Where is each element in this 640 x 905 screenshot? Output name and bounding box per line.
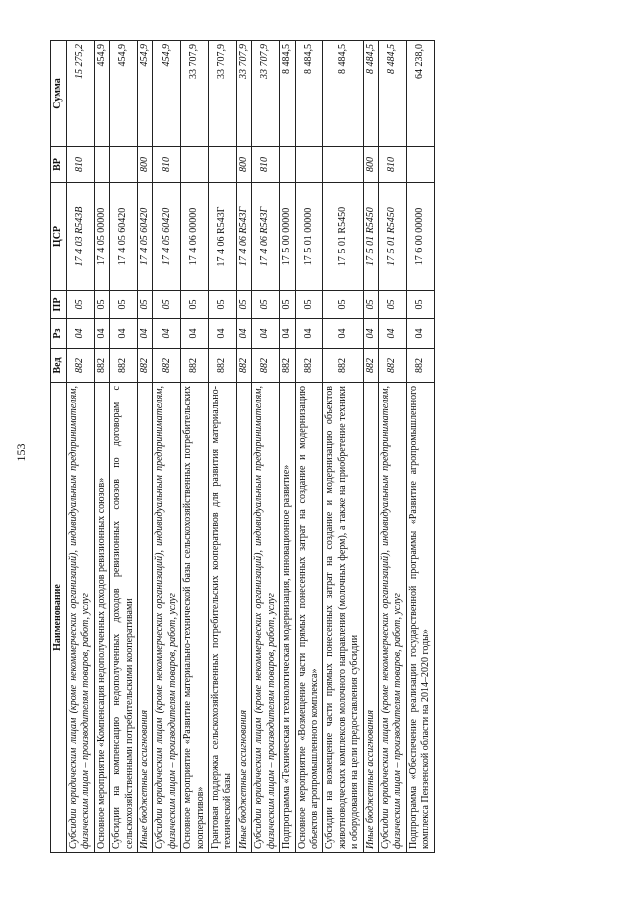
cell-pr: 05 (295, 291, 323, 319)
cell-name: Иные бюджетные ассигнования (363, 383, 378, 853)
cell-name: Основное мероприятие «Компенсация недополученных доходов ревизионных союзов» (94, 383, 109, 853)
cell-sum: 454,9 (153, 41, 181, 147)
cell-ved: 882 (323, 349, 363, 383)
cell-rz: 04 (252, 319, 280, 349)
cell-ved: 882 (67, 349, 95, 383)
cell-name: Иные бюджетные ассигнования (236, 383, 251, 853)
cell-csr: 17 5 01 R5450 (378, 183, 406, 291)
cell-vr (94, 147, 109, 183)
cell-ved: 882 (209, 349, 237, 383)
table-row (209, 41, 237, 853)
cell-sum: 8 484,5 (295, 41, 323, 147)
header-pr: ПР (51, 291, 67, 319)
table-row (181, 41, 209, 853)
cell-csr: 17 4 03 R543В (67, 183, 95, 291)
cell-csr: 17 4 05 00000 (94, 183, 109, 291)
table-row (363, 41, 378, 853)
cell-csr: 17 4 06 R543Г (252, 183, 280, 291)
cell-rz: 04 (236, 319, 251, 349)
cell-vr (295, 147, 323, 183)
table-row (252, 41, 280, 853)
cell-sum: 8 484,5 (378, 41, 406, 147)
cell-rz: 04 (181, 319, 209, 349)
cell-csr: 17 5 01 R5450 (323, 183, 363, 291)
cell-pr: 05 (378, 291, 406, 319)
cell-name: Субсидии на компенсацию недополученных доходов ревизионных союзов по договорам с сельскохозяйственными потребительскими кооперативами (110, 383, 138, 853)
cell-sum: 454,9 (110, 41, 138, 147)
cell-rz: 04 (209, 319, 237, 349)
cell-rz: 04 (406, 319, 434, 349)
header-sum: Сумма (51, 41, 67, 147)
header-ved: Вед (51, 349, 67, 383)
cell-csr: 17 4 06 00000 (181, 183, 209, 291)
header-vr: ВР (51, 147, 67, 183)
cell-rz: 04 (94, 319, 109, 349)
cell-pr: 05 (138, 291, 153, 319)
cell-csr: 17 5 00 00000 (280, 183, 295, 291)
cell-csr: 17 4 05 60420 (153, 183, 181, 291)
cell-sum: 33 707,9 (236, 41, 251, 147)
cell-name: Субсидии юридическим лицам (кроме некоммерческих организаций), индивидуальным предпринимателям, физическим лицам – производителям товаров, работ, услуг (153, 383, 181, 853)
cell-sum: 64 238,0 (406, 41, 434, 147)
cell-ved: 882 (94, 349, 109, 383)
cell-ved: 882 (153, 349, 181, 383)
table-row (236, 41, 251, 853)
cell-vr (181, 147, 209, 183)
cell-pr: 05 (94, 291, 109, 319)
table-row (295, 41, 323, 853)
header-csr: ЦСР (51, 183, 67, 291)
cell-ved: 882 (138, 349, 153, 383)
cell-rz: 04 (280, 319, 295, 349)
cell-pr: 05 (181, 291, 209, 319)
cell-vr: 800 (138, 147, 153, 183)
cell-ved: 882 (280, 349, 295, 383)
cell-name: Иные бюджетные ассигнования (138, 383, 153, 853)
table-row (406, 41, 434, 853)
cell-ved: 882 (110, 349, 138, 383)
cell-ved: 882 (252, 349, 280, 383)
cell-csr: 17 5 01 00000 (295, 183, 323, 291)
cell-vr: 810 (252, 147, 280, 183)
cell-sum: 33 707,9 (181, 41, 209, 147)
cell-vr: 810 (153, 147, 181, 183)
budget-table (50, 40, 435, 853)
cell-pr: 05 (209, 291, 237, 319)
cell-pr: 05 (323, 291, 363, 319)
cell-vr: 810 (378, 147, 406, 183)
table-row (94, 41, 109, 853)
cell-ved: 882 (363, 349, 378, 383)
cell-sum: 454,9 (94, 41, 109, 147)
cell-csr: 17 4 05 60420 (138, 183, 153, 291)
cell-rz: 04 (110, 319, 138, 349)
cell-name: Субсидии юридическим лицам (кроме некоммерческих организаций), индивидуальным предпринимателям, физическим лицам – производителям товаров, работ, услуг (67, 383, 95, 853)
cell-csr: 17 4 06 R543Г (209, 183, 237, 291)
header-name: Наименование (51, 383, 67, 853)
cell-vr: 800 (363, 147, 378, 183)
cell-csr: 17 6 00 00000 (406, 183, 434, 291)
cell-csr: 17 5 01 R5450 (363, 183, 378, 291)
cell-rz: 04 (67, 319, 95, 349)
cell-vr (406, 147, 434, 183)
cell-name: Субсидии юридическим лицам (кроме некоммерческих организаций), индивидуальным предпринимателям, физическим лицам – производителям товаров, работ, услуг (378, 383, 406, 853)
cell-pr: 05 (153, 291, 181, 319)
cell-sum: 33 707,9 (209, 41, 237, 147)
cell-pr: 05 (406, 291, 434, 319)
cell-vr (110, 147, 138, 183)
cell-rz: 04 (378, 319, 406, 349)
cell-rz: 04 (153, 319, 181, 349)
cell-pr: 05 (236, 291, 251, 319)
table-row (323, 41, 363, 853)
cell-csr: 17 4 05 60420 (110, 183, 138, 291)
cell-name: Подпрограмма «Обеспечение реализации государственной программы «Развитие агропромышленного комплекса Пензенской области на 2014–2020 годы» (406, 383, 434, 853)
cell-name: Субсидии юридическим лицам (кроме некоммерческих организаций), индивидуальным предпринимателям, физическим лицам – производителям товаров, работ, услуг (252, 383, 280, 853)
table-row (110, 41, 138, 853)
cell-ved: 882 (295, 349, 323, 383)
table-row (378, 41, 406, 853)
table-row (67, 41, 95, 853)
cell-name: Основное мероприятие «Возмещение части прямых понесенных затрат на создание и модернизацию объектов агропромышленного комплекса» (295, 383, 323, 853)
cell-pr: 05 (67, 291, 95, 319)
header-rz: Рз (51, 319, 67, 349)
cell-sum: 15 275,2 (67, 41, 95, 147)
cell-rz: 04 (323, 319, 363, 349)
cell-name: Основное мероприятие «Развитие материально-технической базы сельскохозяйственных потребительских кооперативов» (181, 383, 209, 853)
cell-ved: 882 (406, 349, 434, 383)
cell-sum: 8 484,5 (323, 41, 363, 147)
cell-ved: 882 (236, 349, 251, 383)
cell-sum: 8 484,5 (280, 41, 295, 147)
cell-ved: 882 (181, 349, 209, 383)
cell-vr: 810 (67, 147, 95, 183)
page-number: 153 (14, 443, 28, 462)
table-row (138, 41, 153, 853)
cell-pr: 05 (280, 291, 295, 319)
cell-sum: 454,9 (138, 41, 153, 147)
cell-name: Подпрограмма «Техническая и технологическая модернизация, инновационное развитие» (280, 383, 295, 853)
cell-csr: 17 4 06 R543Г (236, 183, 251, 291)
table-row (280, 41, 295, 853)
cell-vr (209, 147, 237, 183)
cell-name: Субсидии на возмещение части прямых понесенных затрат на создание и модернизацию объектов животноводческих комплексов молочного направления (молочных ферм), а также на приобретение техники и оборудования на цели предоставления субсидии (323, 383, 363, 853)
cell-rz: 04 (363, 319, 378, 349)
cell-rz: 04 (138, 319, 153, 349)
cell-ved: 882 (378, 349, 406, 383)
cell-sum: 8 484,5 (363, 41, 378, 147)
cell-pr: 05 (252, 291, 280, 319)
cell-name: Грантовая поддержка сельскохозяйственных потребительских кооперативов для развития материально-технической базы (209, 383, 237, 853)
cell-vr (280, 147, 295, 183)
cell-vr: 800 (236, 147, 251, 183)
cell-sum: 33 707,9 (252, 41, 280, 147)
cell-pr: 05 (110, 291, 138, 319)
cell-rz: 04 (295, 319, 323, 349)
cell-vr (323, 147, 363, 183)
cell-pr: 05 (363, 291, 378, 319)
table-row (153, 41, 181, 853)
table-header-row (51, 41, 67, 853)
